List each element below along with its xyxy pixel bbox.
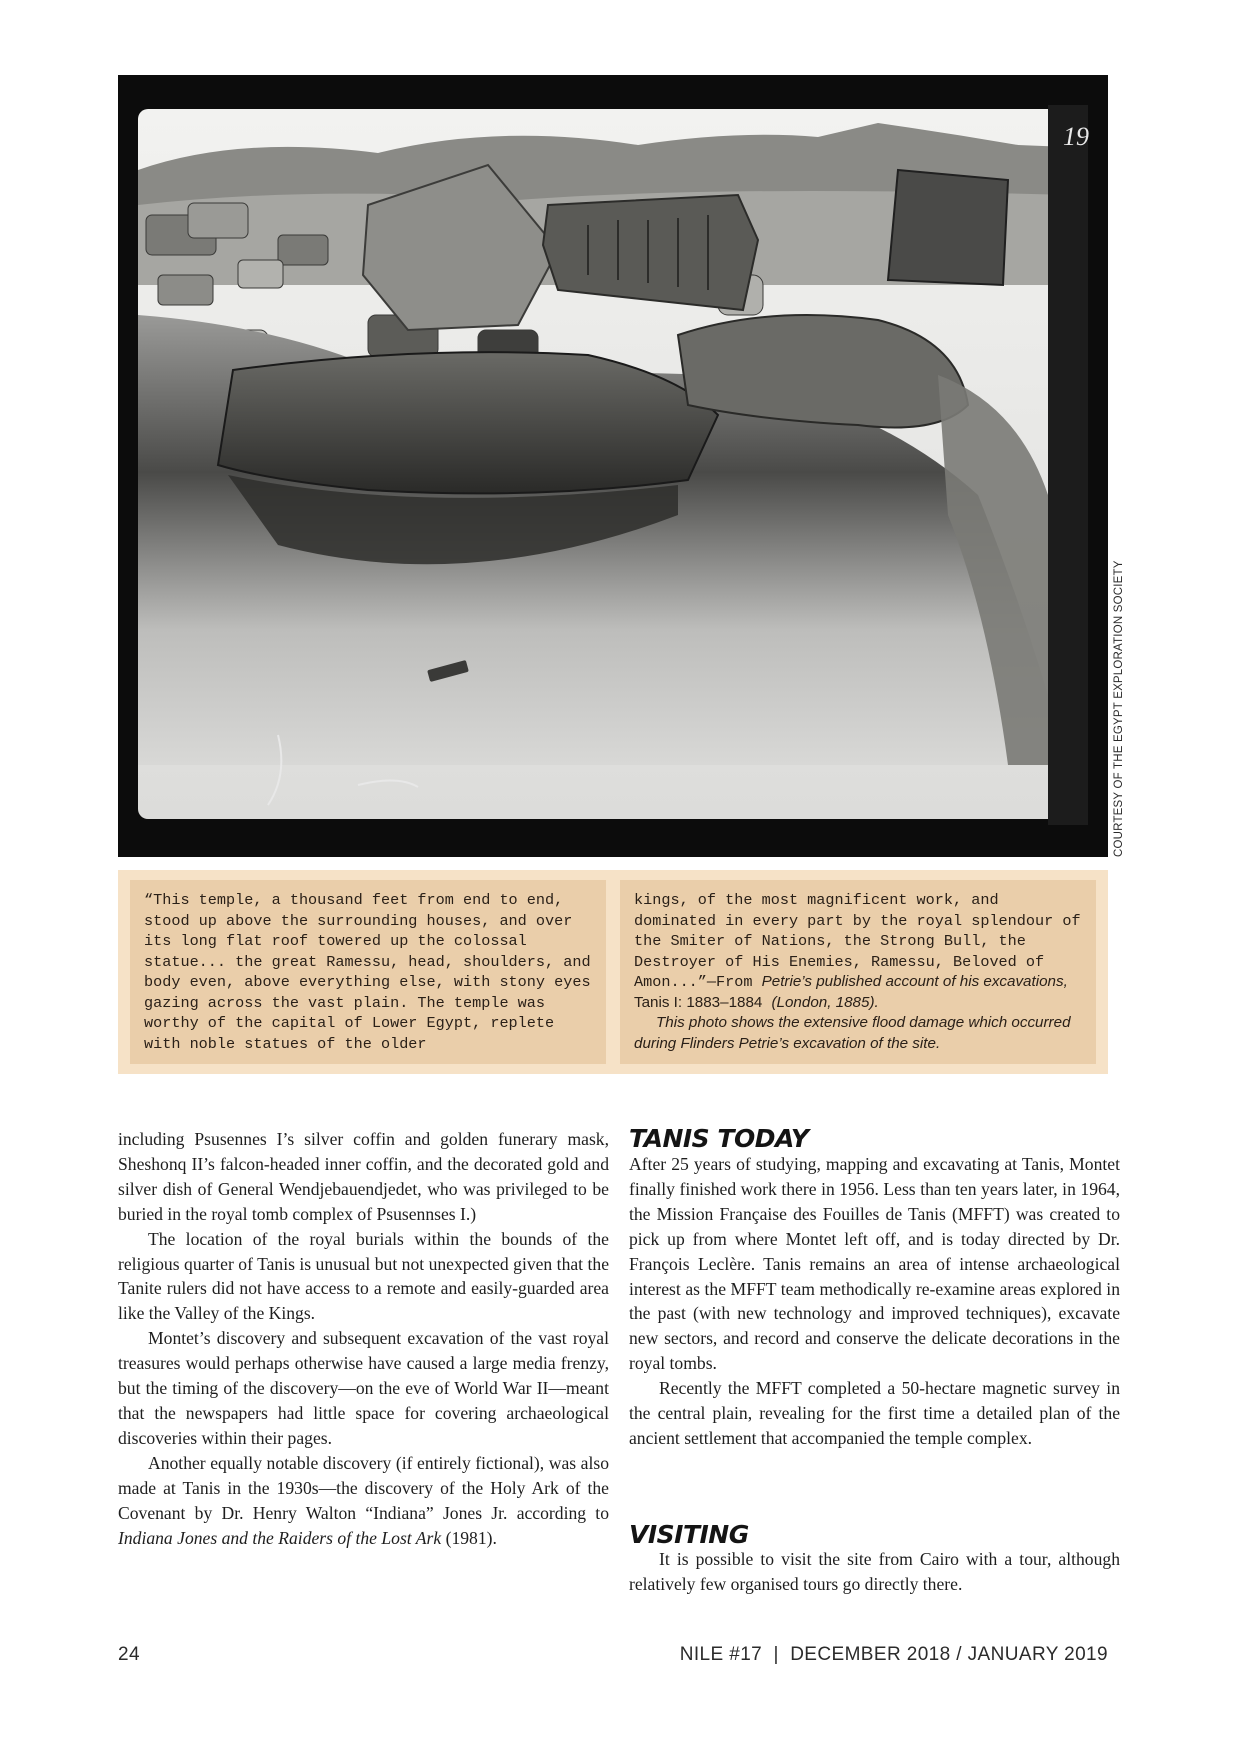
body-paragraph: The location of the royal burials within the bounds of the religious quarter of Tanis is unusual but not unexpected given that the Tanite rulers did not have access to a remote and easily-guarded area like the Valley of the Kings.	[118, 1228, 609, 1324]
foreground-block	[218, 352, 718, 493]
caption-quote-part-1: “This temple, a thousand feet from end to end, stood up above the surrounding houses, and over its long flat roof towered up the colossal statue... the great Ramessu, head, shoulders, and body even, above everything else, with stony eyes gazing across the vast plain. The temple was worthy of the capital of Lower Egypt, replete with noble statues of the older	[144, 891, 591, 1053]
film-title: Indiana Jones and the Raiders of the Lost Ark	[118, 1527, 442, 1548]
photo-caption	[118, 870, 1108, 1074]
body-paragraph: Recently the MFFT completed a 50-hectare magnetic survey in the central plain, revealing for the first time a detailed plan of the ancient settlement that accompanied the temple complex.	[629, 1378, 1120, 1448]
article-left-column	[118, 1127, 609, 1550]
caption-source-title: Tanis I: 1883–1884	[634, 993, 763, 1011]
section-heading-visiting: VISITING	[629, 1520, 749, 1549]
caption-quote-part-2	[634, 890, 1082, 1054]
body-paragraph: After 25 years of studying, mapping and excavating at Tanis, Montet finally finished work there in 1956. Less than ten years later, in 1964, the Mission Française des Fouilles de Tanis (MFFT) was created to pick up from where Montet left off, and is today directed by Dr. François Leclère. Tanis remains an area of intense archaeological interest as the MFFT team methodically re-examine areas explored in the past (with new technology and improved techniques), excavate new sectors, and record and conserve the delicate decorations in the royal tombs.	[629, 1154, 1120, 1374]
caption-right-column	[620, 880, 1096, 1064]
caption-quote-continued: kings, of the most magnificent work, and dominated in every part by the royal splendour of the Smiter of Nations, the Strong Bull, the Destroyer of His Enemies, Ramessu, Beloved of Amon...”	[634, 891, 1081, 991]
issue-info: NILE #17 | DECEMBER 2018 / JANUARY 2019	[679, 1644, 1108, 1665]
visiting-section	[629, 1547, 1120, 1597]
body-paragraph: Montet’s discovery and subsequent excavation of the vast royal treasures would perhaps otherwise have caused a large media frenzy, but the timing of the discovery—on the eve of World War II—meant that the newspapers had little space for covering archaeological discoveries within their pages.	[118, 1328, 609, 1448]
body-paragraph: It is possible to visit the site from Cairo with a tour, although relatively few organised tours go directly there.	[629, 1549, 1120, 1594]
tanis-today-section	[629, 1152, 1120, 1451]
carved-block	[543, 195, 758, 310]
caption-photo-note: This photo shows the extensive flood damage which occurred during Flinders Petrie’s excavation of the site.	[634, 1014, 1071, 1052]
paragraph-text: Another equally notable discovery (if entirely fictional), was also made at Tanis in the 1930s—the discovery of the Holy Ark of the Covenant by Dr. Henry Walton “Indiana” Jones Jr. according to	[118, 1452, 609, 1523]
photo-illustration	[118, 75, 1108, 857]
caption-left-column	[130, 880, 606, 1064]
plate-number: 19	[1063, 122, 1089, 151]
caption-source-italic: Petrie’s published account of his excavations,	[761, 973, 1068, 990]
tanis-flood-photo	[118, 75, 1108, 857]
page-number: 24	[118, 1644, 140, 1665]
body-paragraph	[118, 1451, 609, 1551]
paragraph-text: (1981).	[445, 1527, 497, 1548]
photo-credit: COURTESY OF THE EGYPT EXPLORATION SOCIETY	[1113, 560, 1125, 857]
body-paragraph: including Psusennes I’s silver coffin and golden funerary mask, Sheshonq II’s falcon-headed inner coffin, and the decorated gold and silver dish of General Wendjebauendjedet, who was privileged to be buried in the royal tomb complex of Psusennses I.)	[118, 1129, 609, 1224]
caption-source-prefix: —From	[706, 973, 753, 991]
caption-source-place: (London, 1885).	[771, 993, 879, 1011]
section-heading-tanis-today: TANIS TODAY	[629, 1124, 809, 1153]
